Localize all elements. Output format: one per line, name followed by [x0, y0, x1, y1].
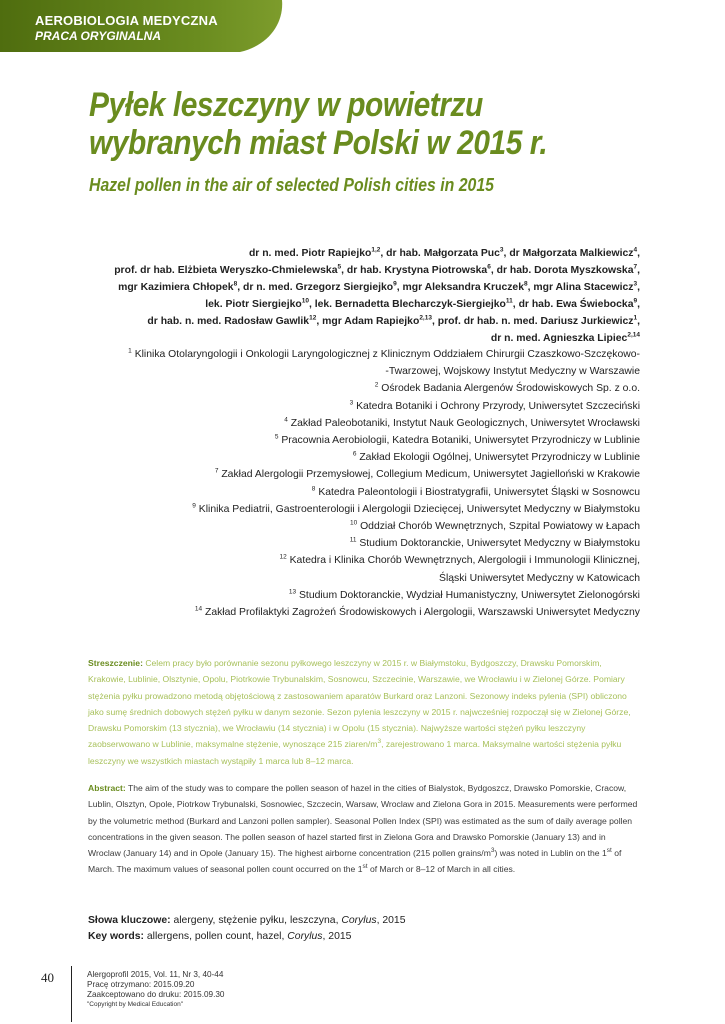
abstract-polish-text-end: , zarejestrowano 1 marca. Maksymalne wartości stężenia pyłku leszczyny we wszystkich miastach wystąpiły 1 marca lub 8–12 marca. — [88, 739, 622, 766]
citation: Alergoprofil 2015, Vol. 11, Nr 3, 40-44 — [87, 970, 224, 979]
affiliation-text: Ośrodek Badania Alergenów Środowiskowych Sp. z o.o. — [381, 383, 640, 395]
author-name: prof. dr hab. Elżbieta Weryszko-Chmielewska — [114, 265, 338, 277]
author-name: mgr Aleksandra Kruczek — [402, 282, 524, 294]
affiliation-number: 4 — [284, 416, 288, 424]
journal-section — [35, 13, 218, 43]
abstract-english-text-3: of March. The maximum values of seasonal pollen count occurred on the 1 — [88, 848, 622, 875]
keywords-english — [88, 929, 640, 945]
author-name: dr n. med. Grzegorz Siergiejko — [242, 282, 394, 294]
author-name: dr n. med. Piotr Rapiejko — [248, 248, 372, 259]
article-type: PRACA ORYGINALNA — [35, 29, 162, 43]
affiliation-number: 6 — [352, 450, 357, 458]
affiliation-number: 11 — [349, 536, 357, 544]
author-name: mgr Kazimiera Chłopek — [118, 282, 234, 294]
author-affiliation-ref: 8 — [523, 280, 528, 288]
author-affiliation-ref: 2,13 — [419, 314, 432, 322]
affiliation-number: 5 — [274, 433, 279, 441]
keywords-english-italic: Corylus — [287, 931, 323, 942]
affiliation-item — [80, 587, 640, 604]
affiliation-item — [80, 535, 640, 552]
affiliation-item — [80, 398, 640, 415]
copyright-note: "Copyright by Medical Education" — [87, 1001, 184, 1008]
abstract-english-text-4: of March or 8–12 of March in all cities. — [367, 864, 516, 875]
superscript: 3 — [490, 847, 495, 855]
author-name: prof. dr hab. n. med. Dariusz Jurkiewicz — [437, 316, 634, 328]
superscript: st — [362, 863, 368, 871]
affiliation-item — [80, 501, 640, 518]
affiliation-text: Zakład Paleobotaniki, Instytut Nauk Geologicznych, Uniwersytet Wrocławski — [290, 417, 640, 429]
affiliation-item — [80, 415, 640, 432]
affiliation-text: Katedra Paleontologii i Biostratygrafii, Uniwersytet Śląski w Sosnowcu — [318, 486, 640, 498]
superscript: 3 — [377, 738, 382, 746]
affiliation-item — [80, 449, 640, 466]
affiliation-text: Klinika Otolaryngologii i Onkologii Laryngologicznej z Klinicznym Oddziałem Chirurgii Czaszkowo-Szczękowo- -Twarzowej, Wojskowy Instytut Medyczny w Warszawie — [134, 349, 640, 378]
abstract-english-text: The aim of the study was to compare the pollen season of hazel in the cities of Bialystok, Bydgoszcz, Drawsko Pomorskie, Cracow, Lublin, Olsztyn, Opole, Piotrkow Trybunalski, Sosnowiec, Szczecin, Warsaw, Wroclaw and Zielona Gora in 2015. Measurements were performed by the volumetric method (Burkard and Lanzoni pollen sampler). Seasonal Pollen Index (SPI) was estimated as the sum of daily average pollen concentrations in the given season. The pollen season of hazel started first in Zielona Gora and Drawsko Pomorskie (January 13) and in Wroclaw (January 14) and in Opole (January 15). The highest airborne concentration (215 pollen grains/m — [88, 783, 638, 859]
affiliation-text: Zakład Ekologii Ogólnej, Uniwersytet Przyrodniczy w Lublinie — [359, 452, 640, 464]
page-number: 40 — [41, 970, 54, 985]
author-name: dr hab. Dorota Myszkowska — [496, 265, 634, 277]
author-name: dr hab. Krystyna Piotrowska — [346, 265, 488, 277]
affiliation-item — [80, 380, 640, 397]
affiliation-item — [80, 484, 640, 501]
keywords-english-text: allergens, pollen count, hazel, — [144, 931, 288, 942]
keywords-polish — [88, 913, 640, 929]
article-title-line-2: wybranych miast Polski w 2015 r. — [89, 124, 548, 162]
affiliation-text: Zakład Alergologii Przemysłowej, Collegium Medicum, Uniwersytet Jagielloński w Krakowie — [221, 469, 640, 481]
author-affiliation-ref: 8 — [233, 280, 238, 288]
publication-info — [87, 970, 224, 1010]
keywords-english-label: Key words: — [88, 931, 145, 942]
affiliation-number: 14 — [194, 605, 203, 613]
affiliation-item — [80, 604, 640, 621]
affiliation-text: Katedra Botaniki i Ochrony Przyrody, Uniwersytet Szczeciński — [356, 400, 640, 412]
author-affiliation-ref: 11 — [505, 297, 513, 305]
author-name: mgr Alina Stacewicz — [533, 282, 634, 294]
affiliation-text: Klinika Pediatrii, Gastroenterologii i Alergologii Dziecięcej, Uniwersytet Medyczny w Białymstoku — [198, 503, 640, 515]
affiliation-item — [80, 466, 640, 483]
author-affiliation-ref: 7 — [633, 263, 638, 271]
affiliation-text: Pracownia Aerobiologii, Katedra Botaniki, Uniwersytet Przyrodniczy w Lublinie — [281, 435, 640, 447]
author-affiliation-ref: 12 — [309, 314, 317, 322]
author-affiliation-ref: 3 — [499, 246, 504, 254]
affiliation-list — [80, 346, 640, 621]
affiliation-item — [80, 432, 640, 449]
journal-section-name: AEROBIOLOGIA MEDYCZNA — [35, 13, 218, 28]
abstract-polish — [88, 655, 640, 769]
author-affiliation-ref: 1,2 — [371, 246, 381, 254]
keywords-block — [88, 913, 640, 945]
affiliation-item — [80, 552, 640, 586]
affiliation-text: Zakład Profilaktyki Zagrożeń Środowiskowych i Alergologii, Warszawski Uniwersytet Medyczny — [204, 607, 640, 619]
author-name: mgr Adam Rapiejko — [322, 316, 420, 328]
affiliation-text: Studium Doktoranckie, Wydział Humanistyczny, Uniwersytet Zielonogórski — [299, 589, 640, 601]
author-list: dr n. med. Piotr Rapiejko$^{1,2}$, dr hab. Małgorzata Puc$^3$, dr Małgorzata Malkiewicz$^4$, prof. dr hab. Elżbieta Weryszko-Chmielewska$^5$, dr hab. Krystyna Piotrowska$^6$, dr hab. Dorota Myszkowska$^7$, mgr Kazimiera Chłopek$^8$, dr n. med. Grzegorz Siergiejko$^9$, mgr Aleksandra Kruczek$^8$, mgr Alina Stacewicz$^3$, lek. Piotr Siergiejko$^{10}$, lek. Bernadetta Blecharczyk-Siergiejko$^{11}$, dr hab. Ewa Świebocka$^9$, dr hab. n. med. Radosław Gawlik$^{12}$, mgr Adam Rapiejko$^{2,13}$, prof. dr hab. n. med. Dariusz Jurkiewicz$^1$, dr n. med. Agnieszka Lipiec$^{2,14}$ — [114, 246, 640, 345]
accepted-date: Zaakceptowano do druku: 2015.09.30 — [87, 990, 225, 999]
author-affiliation-ref: 10 — [301, 297, 309, 305]
keywords-polish-italic: Corylus — [341, 915, 377, 926]
author-affiliation-ref: 6 — [487, 263, 491, 271]
received-date: Pracę otrzymano: 2015.09.20 — [87, 980, 195, 989]
abstract-polish-text: Celem pracy było porównanie sezonu pyłkowego leszczyny w 2015 r. w Białymstoku, Bydgoszczy, Drawsku Pomorskim, Krakowie, Lublinie, Olsztynie, Opolu, Piotrkowie Trybunalskim, Sosnowcu, Szczecinie, Warszawie, we Wrocławiu i w Zielonej Górze. Pomiary stężenia pyłku prowadzono metodą objętościową z zastosowaniem aparatów Burkard oraz Lanzoni. Sezonowy indeks pylenia (SPI) obliczono jako sumę średnich dobowych stężeń pyłku w danym sezonie. Sezon pylenia leszczyny w 2015 r. najwcześniej rozpoczął się w Zielonej Górze, Drawsku Pomorskim (13 stycznia), we Wrocławiu (14 stycznia) i w Opolu (15 stycznia). Najwyższe wartości stężeń pyłku leszczyny zaobserwowano w Lublinie, maksymalne stężenie, wynoszące 215 ziaren/m — [88, 658, 631, 750]
affiliation-number: 1 — [128, 347, 132, 355]
author-affiliation-ref: 9 — [393, 280, 397, 288]
affiliation-item — [80, 518, 640, 535]
author-affiliation-ref: 5 — [337, 263, 342, 271]
affiliation-text: Studium Doktoranckie, Uniwersytet Medyczny w Białymstoku — [359, 538, 640, 550]
author-affiliation-ref: 9 — [633, 297, 638, 305]
keywords-english-tail: , 2015 — [322, 931, 352, 942]
author-affiliation-ref: 3 — [633, 280, 638, 288]
article-title — [89, 86, 617, 162]
abstract-english-label: Abstract: — [88, 783, 126, 793]
abstract-english — [88, 780, 640, 878]
affiliation-number: 8 — [311, 485, 316, 493]
affiliation-number: 3 — [349, 399, 354, 407]
affiliation-item — [80, 346, 640, 380]
affiliation-number: 7 — [214, 467, 219, 475]
author-name: dr hab. n. med. Radosław Gawlik — [147, 316, 310, 328]
keywords-polish-text: alergeny, stężenie pyłku, leszczyna, — [170, 915, 342, 926]
affiliation-text: Oddział Chorób Wewnętrznych, Szpital Powiatowy w Łapach — [360, 521, 640, 533]
footer-divider — [71, 966, 72, 1022]
author-affiliation-ref: 4 — [633, 246, 638, 254]
article-title-line-1: Pyłek leszczyny w powietrzu — [89, 86, 483, 124]
author-affiliation-ref: 1 — [633, 314, 638, 322]
affiliation-number: 13 — [288, 588, 297, 596]
article-title-english: Hazel pollen in the air of selected Polish cities in 2015 — [89, 175, 494, 195]
abstract-english-text-2: ) was noted in Lublin on the 1 — [494, 848, 607, 859]
author-affiliation-ref: 2,14 — [627, 332, 640, 339]
author-name: lek. Piotr Siergiejko — [205, 299, 302, 311]
affiliation-number: 2 — [374, 381, 379, 389]
affiliation-number: 9 — [192, 502, 196, 510]
affiliation-number: 12 — [279, 553, 287, 561]
keywords-polish-label: Słowa kluczowe: — [88, 915, 171, 926]
affiliation-number: 10 — [349, 519, 358, 527]
affiliation-text: Katedra i Klinika Chorób Wewnętrznych, Alergologii i Immunologii Klinicznej, Śląski Uniwersytet Medyczny w Katowicach — [289, 555, 640, 584]
keywords-polish-tail: , 2015 — [376, 915, 406, 926]
author-name: lek. Bernadetta Blecharczyk-Siergiejko — [314, 299, 506, 311]
author-name: dr n. med. Agnieszka Lipiec — [490, 333, 628, 345]
author-name: dr hab. Małgorzata Puc — [386, 248, 500, 259]
author-name: dr Małgorzata Malkiewicz — [509, 248, 634, 259]
superscript: st — [606, 847, 612, 855]
author-name: dr hab. Ewa Świebocka — [518, 299, 634, 311]
abstract-polish-label: Streszczenie: — [88, 658, 143, 668]
